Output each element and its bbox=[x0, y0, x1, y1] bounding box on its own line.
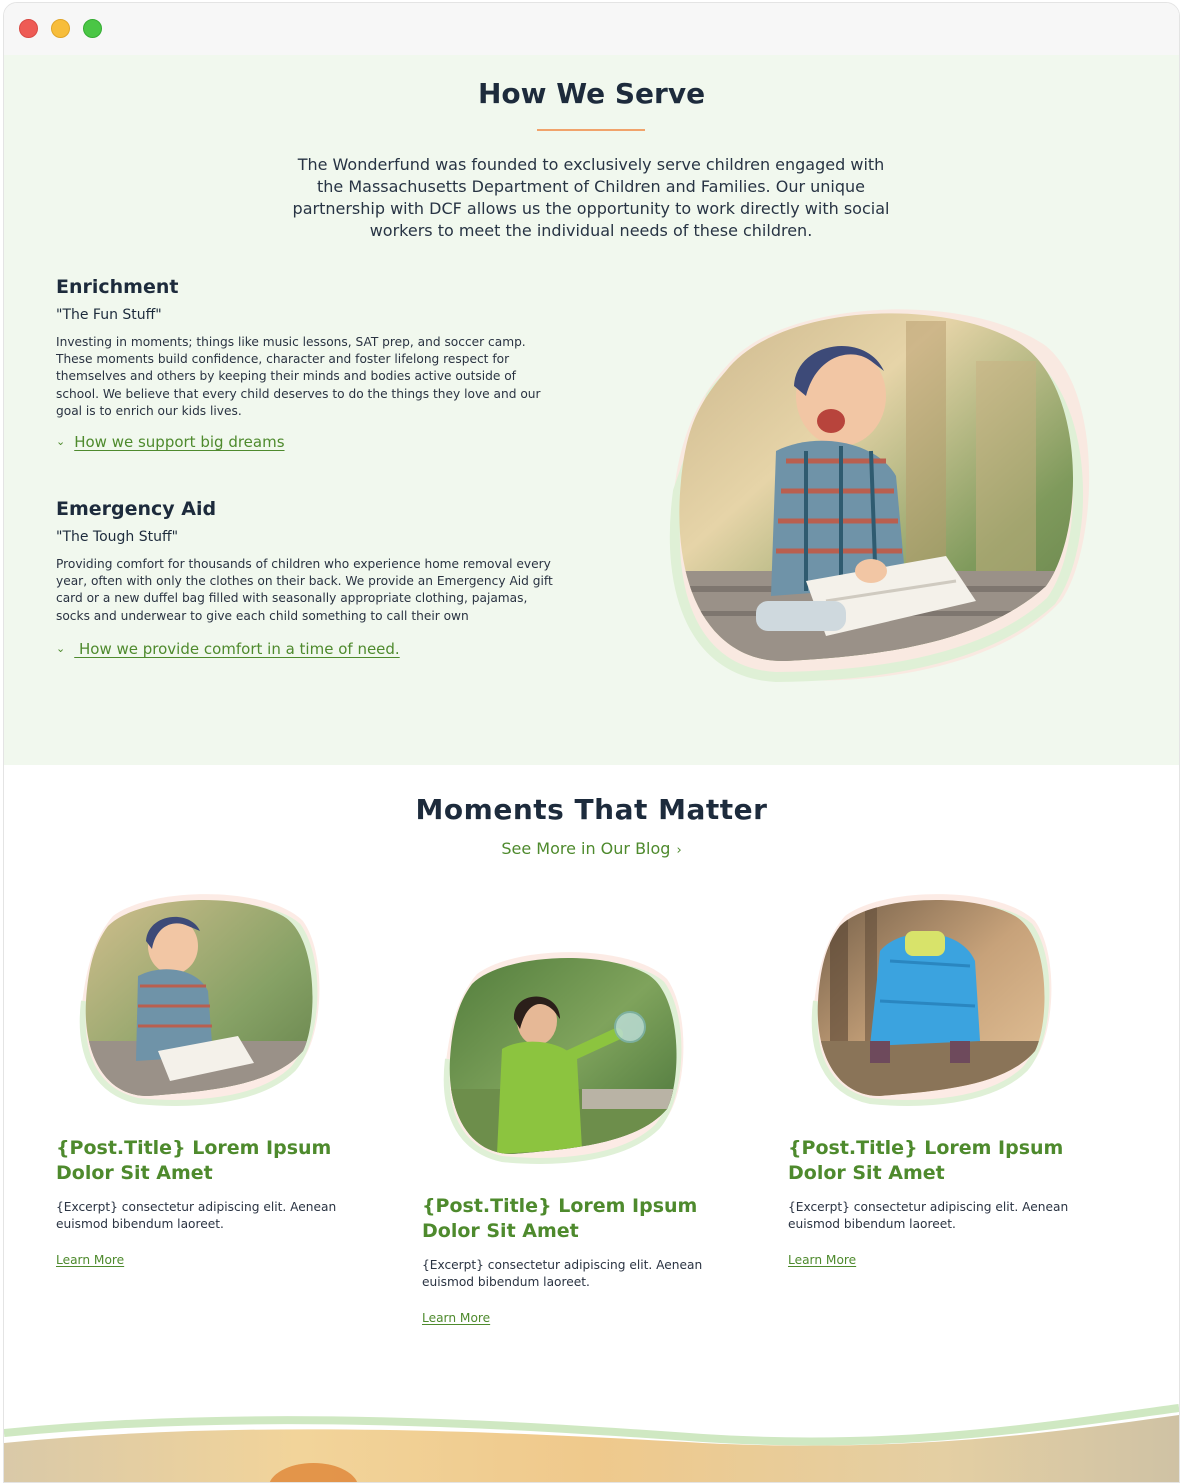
maximize-window-button[interactable] bbox=[83, 19, 102, 38]
learn-more-link[interactable]: Learn More bbox=[56, 1253, 125, 1267]
post-excerpt: {Excerpt} consectetur adipiscing elit. Aenean euismod bibendum laoreet. bbox=[788, 1200, 1069, 1232]
footer-hero-image-strip bbox=[4, 1403, 1179, 1483]
post-image-laughing-boy bbox=[78, 891, 324, 1111]
chevron-down-icon: ⌄ bbox=[56, 642, 66, 655]
service-subtitle-enrichment: "The Fun Stuff" bbox=[56, 307, 162, 323]
service-title-enrichment: Enrichment bbox=[56, 276, 179, 298]
service-link-enrichment[interactable] bbox=[56, 433, 285, 451]
learn-more-link[interactable]: Learn More bbox=[422, 1311, 491, 1325]
title-underline bbox=[537, 129, 645, 131]
minimize-window-button[interactable] bbox=[51, 19, 70, 38]
post-image-girl-bubble bbox=[442, 949, 688, 1169]
post-title[interactable]: {Post.Title} Lorem Ipsum Dolor Sit Amet bbox=[56, 1137, 332, 1184]
service-link-label[interactable]: How we support big dreams bbox=[74, 433, 285, 451]
post-excerpt: {Excerpt} consectetur adipiscing elit. Aenean euismod bibendum laoreet. bbox=[422, 1258, 703, 1290]
service-link-emergency-aid[interactable] bbox=[56, 640, 400, 658]
chevron-down-icon: ⌄ bbox=[56, 435, 66, 448]
section-title: How We Serve bbox=[477, 77, 706, 110]
section-wave-divider bbox=[4, 708, 1179, 768]
close-window-button[interactable] bbox=[19, 19, 38, 38]
service-title-emergency-aid: Emergency Aid bbox=[56, 498, 217, 520]
window-titlebar bbox=[4, 3, 1179, 55]
post-excerpt: {Excerpt} consectetur adipiscing elit. Aenean euismod bibendum laoreet. bbox=[56, 1200, 337, 1232]
post-title[interactable]: {Post.Title} Lorem Ipsum Dolor Sit Amet bbox=[422, 1195, 698, 1242]
post-title[interactable]: {Post.Title} Lorem Ipsum Dolor Sit Amet bbox=[788, 1137, 1064, 1184]
learn-more-link[interactable]: Learn More bbox=[788, 1253, 857, 1267]
service-subtitle-emergency-aid: "The Tough Stuff" bbox=[56, 529, 179, 545]
blog-link-label[interactable]: See More in Our Blog bbox=[501, 839, 671, 858]
see-more-blog-link[interactable] bbox=[4, 839, 1179, 858]
browser-window bbox=[3, 2, 1180, 1483]
post-image-toddler-raincoat bbox=[810, 891, 1056, 1111]
laughing-boy-photo bbox=[666, 301, 1096, 686]
service-body-emergency-aid: Providing comfort for thousands of children who experience home removal every year, often with only the clothes on their back. We provide an Emergency Aid gift card or a new duffel bag filled with seasonally appropriate clothing, pajamas, socks and underwear to give each child something to call their own bbox=[56, 557, 553, 623]
service-body-enrichment: Investing in moments; things like music lessons, SAT prep, and soccer camp. These moments build confidence, character and foster lifelong respect for themselves and others by keeping their minds and bodies active outside of school. We believe that every child deserves to do the things they love and our goal is to enrich our kids lives. bbox=[56, 335, 541, 418]
chevron-right-icon: › bbox=[676, 843, 682, 858]
intro-paragraph: The Wonderfund was founded to exclusively serve children engaged with the Massachusetts Department of Children and Families. Our unique partnership with DCF allows us the opportunity to work directly with social workers to meet the individual needs of these children. bbox=[292, 155, 890, 240]
moments-title: Moments That Matter bbox=[415, 793, 768, 826]
service-link-label[interactable]: How we provide comfort in a time of need. bbox=[74, 640, 400, 658]
